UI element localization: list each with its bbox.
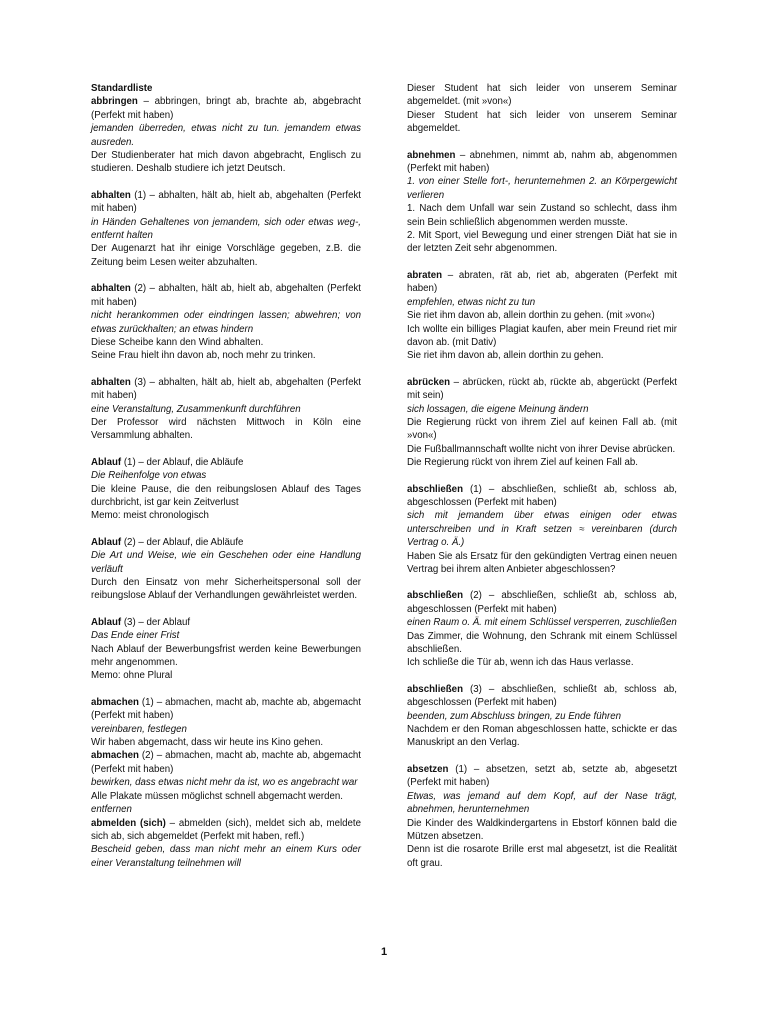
- example-sentence: Sie riet ihm davon ab, allein dorthin zu gehen.: [407, 350, 604, 362]
- headword: abmelden (sich): [91, 817, 166, 829]
- example-sentence: Wir haben abgemacht, dass wir heute ins Kino gehen.: [91, 737, 324, 749]
- example-sentence: Das Zimmer, die Wohnung, den Schrank mit einem Schlüssel abschließen.: [407, 630, 677, 656]
- example-sentence: Seine Frau hielt ihn davon ab, noch mehr zu trinken.: [91, 350, 316, 362]
- headword: abmachen: [91, 696, 139, 708]
- dictionary-entry: [407, 683, 677, 750]
- dictionary-entry: [91, 189, 361, 269]
- dictionary-entry: [407, 269, 677, 363]
- example-sentence: Dieser Student hat sich leider von unserem Seminar abgemeldet.: [407, 109, 677, 135]
- definition: 1. von einer Stelle fort-, herunternehmen 2. an Körpergewicht verlieren: [407, 176, 677, 201]
- definition: einen Raum o. Ä. mit einem Schlüssel versperren, zuschließen: [407, 617, 677, 629]
- dictionary-entry: [91, 376, 361, 443]
- headword: abraten: [407, 269, 442, 281]
- grammar-info: (3) – der Ablauf: [121, 616, 191, 628]
- example-sentence: Diese Scheibe kann den Wind abhalten.: [91, 336, 264, 348]
- grammar-info: – abrücken, rückt ab, rückte ab, abgerückt (Perfekt mit sein): [407, 376, 677, 402]
- dictionary-entry: [407, 82, 677, 136]
- dictionary-entry: [407, 589, 677, 669]
- example-sentence: Die Regierung rückt von ihrem Ziel auf keinen Fall ab.: [407, 457, 638, 469]
- definition: empfehlen, etwas nicht zu tun: [407, 296, 536, 308]
- grammar-info: – abraten, rät ab, riet ab, abgeraten (Perfekt mit haben): [407, 269, 677, 295]
- definition: Die Art und Weise, wie ein Geschehen oder eine Handlung verläuft: [91, 550, 361, 575]
- example-sentence: Dieser Student hat sich leider von unserem Seminar abgemeldet. (mit »von«): [407, 83, 677, 108]
- dictionary-entry: [91, 696, 361, 750]
- example-sentence: Ich wollte ein billiges Plagiat kaufen, aber mein Freund riet mir davon ab. (mit Dativ): [407, 323, 677, 348]
- definition: nicht herankommen oder eindringen lassen; abwehren; von etwas zurückhalten; an etwas hindern: [91, 310, 361, 335]
- entry-headline: [91, 189, 361, 216]
- definition: sich lossagen, die eigene Meinung ändern: [407, 403, 589, 415]
- dictionary-entry: [407, 763, 677, 870]
- example-sentence: Nachdem er den Roman abgeschlossen hatte, schickte er das Manuskript an den Verlag.: [407, 724, 677, 749]
- headword: abbringen: [91, 96, 138, 108]
- definition: Bescheid geben, dass man nicht mehr an einem Kurs oder einer Veranstaltung teilnehmen will: [91, 844, 361, 869]
- entry-headline: [91, 696, 361, 723]
- headword: abschließen: [407, 590, 463, 602]
- definition: Etwas, was jemand auf dem Kopf, auf der Nase trägt, abnehmen, herunternehmen: [407, 790, 677, 816]
- entry-headline: [407, 683, 677, 710]
- grammar-info: (2) – abhalten, hält ab, hielt ab, abgehalten (Perfekt mit haben): [91, 283, 361, 308]
- grammar-info: (1) – der Ablauf, die Abläufe: [121, 456, 244, 468]
- entry-headline: [407, 149, 677, 176]
- entry-headline: [407, 483, 677, 510]
- headword: abnehmen: [407, 149, 456, 161]
- entry-headline: [91, 376, 361, 403]
- example-sentence: Die Kinder des Waldkindergartens in Ebstorf können bald die Mützen absetzen.: [407, 817, 677, 842]
- dictionary-entry: [91, 282, 361, 362]
- headword: abmachen: [91, 750, 139, 762]
- left-column: [91, 82, 361, 883]
- grammar-info: (1) – abschließen, schließt ab, schloss ab, abgeschlossen (Perfekt mit haben): [407, 483, 677, 508]
- definition: eine Veranstaltung, Zusammenkunft durchführen: [91, 403, 301, 415]
- grammar-info: (1) – abmachen, macht ab, machte ab, abgemacht (Perfekt mit haben): [91, 696, 361, 722]
- headword: Ablauf: [91, 536, 122, 548]
- headword: abhalten: [91, 283, 131, 295]
- headword: abschließen: [407, 683, 463, 695]
- dictionary-entry: [91, 456, 361, 523]
- dictionary-entry: [407, 149, 677, 256]
- grammar-info: (3) – abhalten, hält ab, hielt ab, abgehalten (Perfekt mit haben): [91, 376, 361, 402]
- grammar-info: (2) – abmachen, macht ab, machte ab, abgemacht (Perfekt mit haben): [91, 750, 361, 775]
- right-entries: [407, 82, 677, 870]
- definition: in Händen Gehaltenes von jemandem, sich oder etwas weg-, entfernt halten: [91, 216, 361, 242]
- page-number: 1: [380, 946, 388, 958]
- definition-note: entfernen: [91, 804, 132, 816]
- example-sentence: Die Regierung rückt von ihrem Ziel auf keinen Fall ab. (mit »von«): [407, 416, 677, 442]
- entry-headline: [407, 763, 677, 790]
- example-sentence: Alle Plakate müssen möglichst schnell abgemacht werden.: [91, 790, 344, 802]
- entry-headline: [407, 376, 677, 403]
- grammar-info: (3) – abschließen, schließt ab, schloss ab, abgeschlossen (Perfekt mit haben): [407, 683, 677, 709]
- grammar-info: (2) – abschließen, schließt ab, schloss ab, abgeschlossen (Perfekt mit haben): [407, 590, 677, 615]
- headword: Ablauf: [91, 616, 122, 628]
- entry-headline: [407, 589, 677, 616]
- definition: Das Ende einer Frist: [91, 630, 180, 642]
- entry-headline: [91, 616, 361, 629]
- grammar-info: – abbringen, bringt ab, brachte ab, abgebracht (Perfekt mit haben): [91, 96, 361, 121]
- definition: bewirken, dass etwas nicht mehr da ist, wo es angebracht war: [91, 777, 358, 789]
- definition: vereinbaren, festlegen: [91, 723, 187, 735]
- entry-headline: [91, 282, 361, 309]
- definition: Die Reihenfolge von etwas: [91, 470, 207, 482]
- example-sentence: Nach Ablauf der Bewerbungsfrist werden keine Bewerbungen mehr angenommen.: [91, 643, 361, 669]
- entry-headline: [91, 817, 361, 844]
- headword: abschließen: [407, 483, 463, 495]
- dictionary-entry: [91, 749, 361, 816]
- dictionary-entry: [407, 483, 677, 577]
- headword: abhalten: [91, 189, 131, 201]
- example-sentence: Memo: ohne Plural: [91, 670, 173, 682]
- example-sentence: Der Professor wird nächsten Mittwoch in Köln eine Versammlung abhalten.: [91, 416, 361, 442]
- definition: beenden, zum Abschluss bringen, zu Ende führen: [407, 710, 621, 722]
- left-entries: [91, 95, 361, 870]
- example-sentence: Der Studienberater hat mich davon abgebracht, Englisch zu studieren. Deshalb studiere ich jetzt Deutsch.: [91, 150, 361, 175]
- entry-headline: [407, 269, 677, 296]
- entry-headline: [91, 95, 361, 122]
- dictionary-entry: [91, 95, 361, 175]
- definition: sich mit jemandem über etwas einigen oder etwas unterschreiben und in Kraft setzen ≈ vereinbaren (durch Vertrag o. Ä.): [407, 510, 677, 549]
- definition: jemanden überreden, etwas nicht zu tun. jemandem etwas ausreden.: [91, 123, 361, 148]
- headword: absetzen: [407, 763, 449, 775]
- grammar-info: – abmelden (sich), meldet sich ab, meldete sich ab, sich abgemeldet (Perfekt mit haben, refl.): [91, 817, 361, 842]
- example-sentence: 1. Nach dem Unfall war sein Zustand so schlecht, dass ihm sein Bein schließlich abgenommen werden musste.: [407, 203, 677, 228]
- grammar-info: (1) – absetzen, setzt ab, setzte ab, abgesetzt (Perfekt mit haben): [407, 763, 677, 789]
- grammar-info: (2) – der Ablauf, die Abläufe: [121, 536, 244, 548]
- entry-headline: [91, 456, 361, 469]
- grammar-info: – abnehmen, nimmt ab, nahm ab, abgenommen (Perfekt mit haben): [407, 149, 677, 175]
- headword: Ablauf: [91, 456, 122, 468]
- dictionary-entry: [407, 376, 677, 470]
- example-sentence: Ich schließe die Tür ab, wenn ich das Haus verlasse.: [407, 657, 634, 669]
- example-sentence: Durch den Einsatz von mehr Sicherheitspersonal soll der reibungslose Ablauf der Verhandlungen gewährleistet werden.: [91, 577, 361, 602]
- example-sentence: Die kleine Pause, die den reibungslosen Ablauf des Tages durchbricht, ist gar kein Zeitverlust: [91, 483, 361, 508]
- headword: abhalten: [91, 376, 131, 388]
- entry-headline: [91, 749, 361, 776]
- headword: abrücken: [407, 376, 451, 388]
- right-column: [407, 82, 677, 883]
- dictionary-entry: [91, 536, 361, 603]
- grammar-info: (1) – abhalten, hält ab, hielt ab, abgehalten (Perfekt mit haben): [91, 189, 361, 215]
- example-sentence: Denn ist die rosarote Brille erst mal abgesetzt, ist die Realität oft grau.: [407, 844, 677, 869]
- dictionary-entry: [91, 817, 361, 871]
- list-title: Standardliste: [91, 83, 153, 94]
- example-sentence: Haben Sie als Ersatz für den gekündigten Vertrag einen neuen Vertrag bei ihrem alten Anbieter abgeschlossen?: [407, 550, 677, 575]
- example-sentence: Sie riet ihm davon ab, allein dorthin zu gehen. (mit »von«): [407, 310, 655, 322]
- example-sentence: 2. Mit Sport, viel Bewegung und einer strengen Diät hat sie in der letzten Zeit sehr abgenommen.: [407, 230, 677, 255]
- example-sentence: Memo: meist chronologisch: [91, 510, 209, 522]
- entry-headline: [91, 536, 361, 549]
- example-sentence: Der Augenarzt hat ihr einige Vorschläge gegeben, z.B. die Zeitung beim Lesen weiter abzuhalten.: [91, 243, 361, 268]
- example-sentence: Die Fußballmannschaft wollte nicht von ihrer Devise abrücken.: [407, 443, 676, 455]
- dictionary-entry: [91, 616, 361, 683]
